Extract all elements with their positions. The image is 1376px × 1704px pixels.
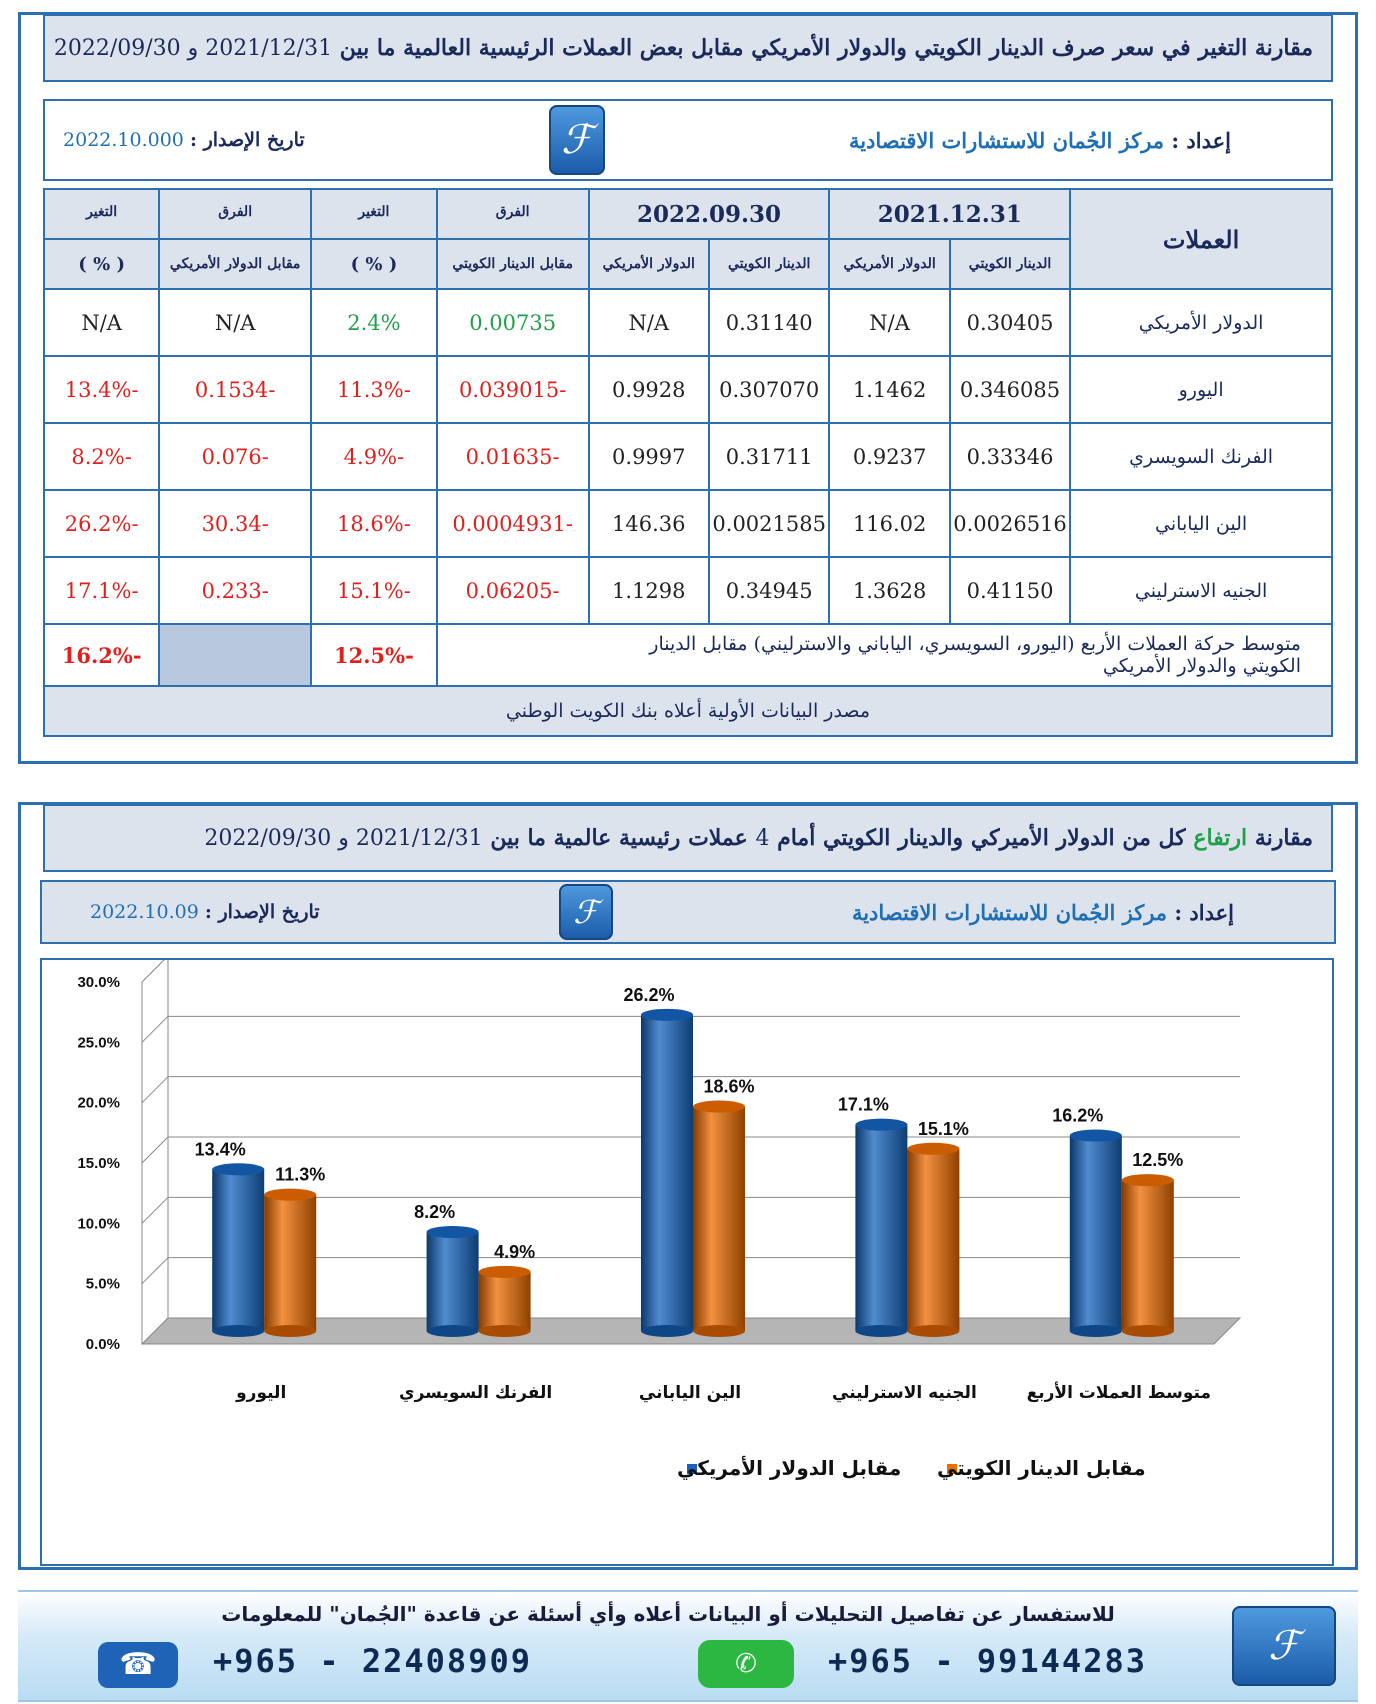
gridline-diag (142, 1137, 168, 1163)
cell-diff-kwd: 0.00735 (437, 289, 589, 356)
chart-logo-icon: ℱ (559, 884, 613, 940)
table-row (44, 356, 1332, 423)
cell-chg-kwd: -11.3% (311, 356, 437, 423)
table-title: مقارنة التغير في سعر صرف الدينار الكويتي والدولار الأمريكي مقابل بعض العملات الرئيسية العالمية ما بين 2021/12/31 و 2022/09/30 (53, 35, 1313, 61)
bar-base (855, 1325, 907, 1337)
data-label: 18.6% (703, 1076, 755, 1097)
chart-title: مقارنة ارتفاع كل من الدولار الأميركي والدينار الكويتي أمام 4 عملات رئيسية عالمية ما بين 2021/12/31 و 2022/09/30 (204, 825, 1313, 851)
cell-name: الجنيه الاسترليني (1070, 557, 1332, 624)
cell-diff-usd: N/A (159, 289, 311, 356)
cell-chg-kwd: -4.9% (311, 423, 437, 490)
bar-base (693, 1325, 745, 1337)
cell-diff-usd: -0.1534 (159, 356, 311, 423)
cell-usd2: 0.9997 (589, 423, 709, 490)
data-label: 16.2% (1052, 1105, 1104, 1126)
bar (855, 1125, 907, 1331)
footer-text: للاستفسار عن تفاصيل التحليلات أو البيانات أعلاه وأي أسئلة عن قاعدة "الجُمان" للمعلومات (221, 1602, 1115, 1626)
cell-usd2: 0.9928 (589, 356, 709, 423)
usd1-header: الدولار الأمريكي (829, 239, 949, 289)
bar-base (212, 1325, 264, 1337)
cell-usd2: 1.1298 (589, 557, 709, 624)
usd2-header: الدولار الأمريكي (589, 239, 709, 289)
table-row (44, 423, 1332, 490)
average-label: متوسط حركة العملات الأربع (اليورو، السويسري، الياباني والاسترليني) مقابل الدينار الكويتي والدولار الأمريكي (589, 624, 1332, 686)
bar-base (427, 1325, 479, 1337)
cell-kwd1: 0.41150 (950, 557, 1070, 624)
cell-kwd1: 0.0026516 (950, 490, 1070, 557)
gridline-diag (142, 1258, 168, 1284)
bar-top (1070, 1130, 1122, 1142)
data-label: 4.9% (494, 1241, 536, 1262)
bar (641, 1015, 693, 1331)
cell-chg-usd: -13.4% (44, 356, 159, 423)
cell-name: اليورو (1070, 356, 1332, 423)
gridline-diag (142, 1077, 168, 1103)
bar-base (264, 1325, 316, 1337)
bar (907, 1149, 959, 1331)
pct-kwd-header: ( % ) (311, 239, 437, 289)
gridline-diag (142, 1016, 168, 1042)
source-note: مصدر البيانات الأولية أعلاه بنك الكويت الوطني (44, 686, 1332, 736)
x-tick-label: الجنيه الاسترليني (832, 1383, 977, 1403)
chart-info-bar (40, 880, 1336, 944)
bar-base (479, 1325, 531, 1337)
vs-usd-header: مقابل الدولار الأمريكي (159, 239, 311, 289)
prepared-by: إعداد : مركز الجُمان للاستشارات الاقتصادية (848, 127, 1231, 153)
y-tick-label: 20.0% (77, 1094, 120, 1112)
chart-title-bar (43, 804, 1333, 872)
cell-chg-usd: -17.1% (44, 557, 159, 624)
data-label: 12.5% (1132, 1150, 1184, 1171)
bar (693, 1107, 745, 1331)
phone-number[interactable]: +965 - 22408909 (213, 1642, 532, 1680)
legend-label: مقابل الدولار الأمريكي (677, 1456, 902, 1480)
cell-usd1: 1.3628 (829, 557, 949, 624)
bar (427, 1232, 479, 1331)
bar-base (907, 1325, 959, 1337)
bar-base (1070, 1325, 1122, 1337)
bar-top (855, 1119, 907, 1131)
gridline-diag (142, 960, 168, 982)
cell-kwd2: 0.34945 (709, 557, 829, 624)
bar (479, 1272, 531, 1331)
bar-top (907, 1143, 959, 1155)
diff-kwd-header: الفرق (437, 189, 589, 239)
cell-usd2: 146.36 (589, 490, 709, 557)
issue-date: تاريخ الإصدار : 2022.10.000 (63, 129, 305, 151)
cell-diff-kwd: -0.0004931 (437, 490, 589, 557)
aljuman-logo-icon: ℱ (549, 105, 605, 175)
cell-usd1: N/A (829, 289, 949, 356)
chg-usd-header: التغير (44, 189, 159, 239)
chart-issue-date: تاريخ الإصدار : 2022.10.09 (90, 901, 320, 923)
chart-frame (40, 958, 1334, 1566)
data-label: 8.2% (414, 1202, 456, 1223)
cell-diff-kwd: -0.01635 (437, 423, 589, 490)
bar-base (641, 1325, 693, 1337)
bar-base (1122, 1325, 1174, 1337)
data-label: 26.2% (623, 984, 675, 1005)
cell-usd1: 116.02 (829, 490, 949, 557)
bar-top (1122, 1174, 1174, 1186)
contact-footer (18, 1590, 1358, 1702)
bar-top (212, 1163, 264, 1175)
cell-name: الفرنك السويسري (1070, 423, 1332, 490)
cell-chg-kwd: -15.1% (311, 557, 437, 624)
avg-chg-usd: -16.2% (44, 624, 159, 686)
legend-label: مقابل الدينار الكويتي (937, 1456, 1146, 1480)
cell-chg-kwd: 2.4% (311, 289, 437, 356)
x-tick-label: متوسط العملات الأربع (1026, 1383, 1211, 1403)
cell-kwd2: 0.31711 (709, 423, 829, 490)
date2-header: 2022.09.30 (589, 189, 830, 239)
phone-icon: ☎ (98, 1642, 178, 1688)
vs-kwd-header: مقابل الدينار الكويتي (437, 239, 589, 289)
gridline-diag (142, 1197, 168, 1223)
cell-diff-usd: -0.076 (159, 423, 311, 490)
cell-chg-kwd: -18.6% (311, 490, 437, 557)
date1-header: 2021.12.31 (829, 189, 1070, 239)
cell-kwd2: 0.0021585 (709, 490, 829, 557)
whatsapp-icon: ✆ (698, 1640, 794, 1688)
cell-kwd1: 0.346085 (950, 356, 1070, 423)
cell-kwd1: 0.33346 (950, 423, 1070, 490)
y-tick-label: 25.0% (77, 1034, 120, 1052)
whatsapp-number[interactable]: +965 - 99144283 (828, 1642, 1147, 1680)
cell-usd1: 0.9237 (829, 423, 949, 490)
cell-kwd2: 0.307070 (709, 356, 829, 423)
y-tick-label: 30.0% (77, 974, 120, 991)
avg-diff-usd-empty (159, 624, 311, 686)
cell-diff-usd: -30.34 (159, 490, 311, 557)
bar (264, 1195, 316, 1331)
bar-top (693, 1101, 745, 1113)
data-label: 17.1% (837, 1094, 889, 1115)
top-panel (18, 12, 1358, 764)
bar (1122, 1180, 1174, 1331)
bar-top (264, 1189, 316, 1201)
cell-diff-kwd: -0.06205 (437, 557, 589, 624)
currencies-header: العملات (1070, 189, 1332, 289)
table-info-bar (43, 99, 1333, 181)
exchange-rate-table (43, 188, 1333, 737)
cell-kwd2: 0.31140 (709, 289, 829, 356)
cell-usd1: 1.1462 (829, 356, 949, 423)
bar (212, 1169, 264, 1331)
y-tick-label: 5.0% (85, 1275, 120, 1293)
data-label: 11.3% (275, 1164, 326, 1185)
bar (1070, 1136, 1122, 1331)
bar-top (641, 1009, 693, 1021)
footer-logo-icon: ℱ (1232, 1606, 1336, 1686)
x-tick-label: الين الياباني (638, 1383, 742, 1403)
cell-kwd1: 0.30405 (950, 289, 1070, 356)
kwd2-header: الدينار الكويتي (709, 239, 829, 289)
cell-name: الدولار الأمريكي (1070, 289, 1332, 356)
data-label: 15.1% (917, 1118, 969, 1139)
table-title-bar (43, 14, 1333, 82)
data-label: 13.4% (194, 1139, 246, 1160)
cell-diff-usd: -0.233 (159, 557, 311, 624)
y-tick-label: 15.0% (77, 1155, 120, 1172)
cell-chg-usd: N/A (44, 289, 159, 356)
bar-top (427, 1226, 479, 1238)
y-tick-label: 10.0% (77, 1215, 120, 1233)
bar-top (479, 1266, 531, 1278)
table-row (44, 557, 1332, 624)
pct-usd-header: ( % ) (44, 239, 159, 289)
bar-chart (42, 960, 1332, 1564)
y-tick-label: 0.0% (85, 1336, 120, 1353)
cell-usd2: N/A (589, 289, 709, 356)
avg-chg-kwd: -12.5% (311, 624, 437, 686)
cell-name: الين الياباني (1070, 490, 1332, 557)
table-row (44, 289, 1332, 356)
kwd1-header: الدينار الكويتي (950, 239, 1070, 289)
diff-usd-header: الفرق (159, 189, 311, 239)
x-tick-label: اليورو (236, 1383, 287, 1403)
cell-diff-kwd: -0.039015 (437, 356, 589, 423)
chart-prepared-by: إعداد : مركز الجُمان للاستشارات الاقتصادية (851, 899, 1234, 925)
cell-chg-usd: -8.2% (44, 423, 159, 490)
cell-chg-usd: -26.2% (44, 490, 159, 557)
chg-kwd-header: التغير (311, 189, 437, 239)
table-row (44, 490, 1332, 557)
x-tick-label: الفرنك السويسري (399, 1383, 553, 1403)
